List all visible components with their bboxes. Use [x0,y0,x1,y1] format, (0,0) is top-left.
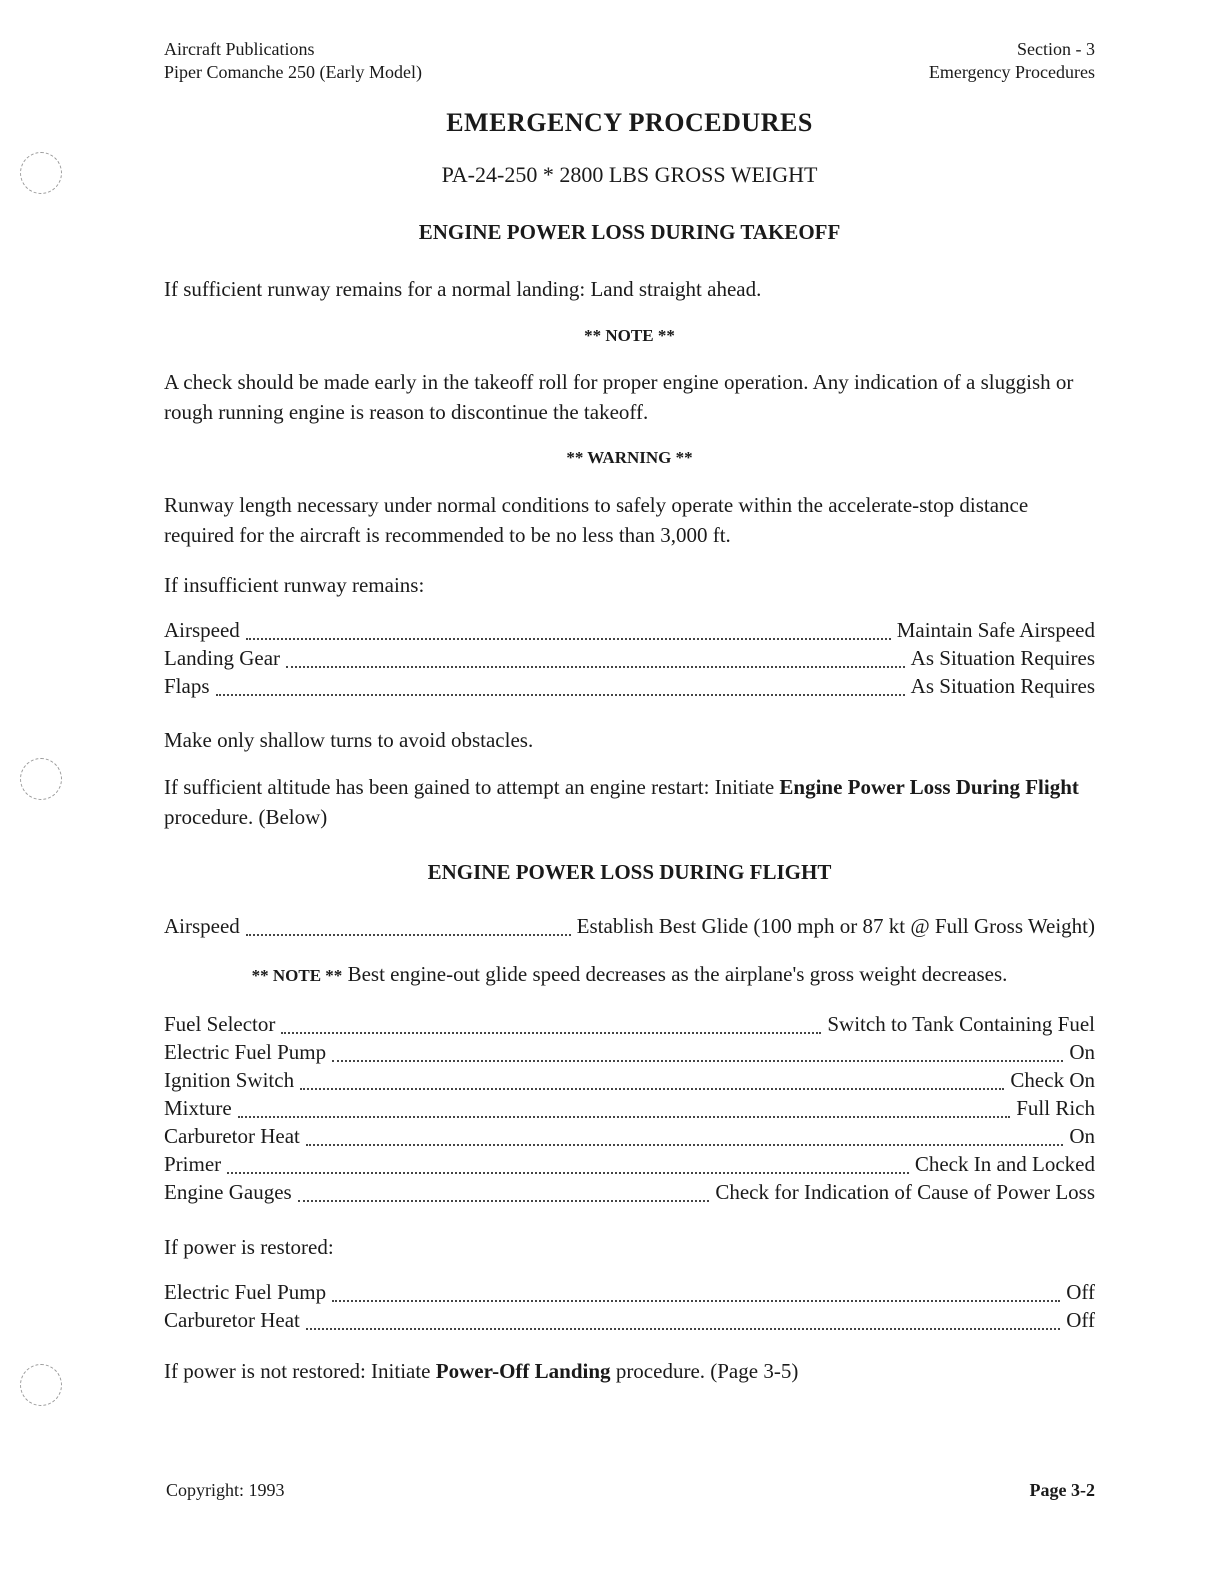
checklist-row [164,1040,1095,1068]
insufficient-runway-text: If insufficient runway remains: [164,573,425,597]
checklist-action: Switch to Tank Containing Fuel [827,1012,1095,1036]
takeoff-warning-label: ** WARNING ** [566,448,693,467]
section-name: Emergency Procedures [928,62,1095,82]
leader-dots [238,1115,1011,1118]
shallow-turns-text: Make only shallow turns to avoid obstacles. [164,728,534,752]
checklist-row [164,618,1095,646]
checklist-item: Mixture [164,1096,232,1120]
checklist-row [164,1012,1095,1040]
page-number: Page 3-2 [1029,1480,1095,1500]
checklist-row [164,1308,1095,1336]
leader-dots [332,1299,1060,1302]
copyright: Copyright: 1993 [166,1480,285,1500]
checklist-row [164,646,1095,674]
checklist-item: Carburetor Heat [164,1124,300,1148]
checklist-action: Check for Indication of Cause of Power Loss [715,1180,1095,1204]
flight-checklist [164,1012,1095,1208]
takeoff-checklist [164,618,1095,702]
checklist-item: Electric Fuel Pump [164,1280,327,1304]
publisher-name: Aircraft Publications [164,39,315,59]
takeoff-note-text: A check should be made early in the takeoff roll for proper engine operation. Any indication of a sluggish or rough running engine is reason to discontinue the takeoff. [164,370,1074,424]
checklist-row [164,1152,1095,1180]
takeoff-warning-text: Runway length necessary under normal conditions to safely operate within the accelerate-stop distance required for the aircraft is recommended to be no less than 3,000 ft. [164,493,1029,547]
checklist-action: On [1069,1040,1095,1064]
restart-text-pre: If sufficient altitude has been gained to attempt an engine restart: Initiate [164,775,780,799]
leader-dots [306,1143,1063,1146]
aircraft-model: Piper Comanche 250 (Early Model) [164,62,422,82]
section-number: Section - 3 [1017,39,1095,59]
leader-dots [332,1059,1063,1062]
power-off-landing-ref: Power-Off Landing [435,1359,611,1383]
checklist-row [164,674,1095,702]
restart-instruction [164,772,1095,832]
checklist-item: Electric Fuel Pump [164,1040,327,1064]
checklist-action: Full Rich [1016,1096,1095,1120]
leader-dots [306,1327,1060,1330]
leader-dots [227,1171,909,1174]
not-restored-text-post: procedure. (Page 3-5) [610,1359,799,1383]
checklist-item: Ignition Switch [164,1068,295,1092]
leader-dots [216,693,905,696]
checklist-row [164,1280,1095,1308]
checklist-row [164,914,1095,942]
flight-note [164,962,1095,987]
checklist-item: Engine Gauges [164,1180,292,1204]
punch-hole [20,1364,62,1406]
checklist-row [164,1180,1095,1208]
leader-dots [298,1199,710,1202]
checklist-action: Check In and Locked [914,1152,1095,1176]
power-not-restored-instruction [164,1356,1095,1386]
leader-dots [246,637,891,640]
restart-procedure-ref: Engine Power Loss During Flight [779,775,1079,799]
checklist-item: Fuel Selector [164,1012,276,1036]
leader-dots [281,1031,821,1034]
checklist-row [164,1124,1095,1152]
checklist-row [164,1068,1095,1096]
leader-dots [300,1087,1004,1090]
checklist-item: Flaps [164,674,210,698]
checklist-item: Carburetor Heat [164,1308,300,1332]
not-restored-text-pre: If power is not restored: Initiate [164,1359,436,1383]
takeoff-para-1: If sufficient runway remains for a normal landing: Land straight ahead. [164,277,762,301]
flight-note-label: ** NOTE ** [251,966,343,985]
header-left [164,38,422,84]
checklist-item: Airspeed [164,618,240,642]
checklist-action: On [1069,1124,1095,1148]
flight-airspeed-checklist [164,914,1095,942]
punch-hole [20,758,62,800]
page-subtitle: PA-24-250 * 2800 LBS GROSS WEIGHT [441,162,818,187]
checklist-item: Primer [164,1152,222,1176]
checklist-action: As Situation Requires [910,674,1095,698]
header-right [929,38,1095,84]
checklist-item: Airspeed [164,914,240,938]
flight-note-text: Best engine-out glide speed decreases as the airplane's gross weight decreases. [342,962,1008,986]
checklist-action: Off [1066,1280,1095,1304]
checklist-action: Off [1066,1308,1095,1332]
checklist-action: As Situation Requires [910,646,1095,670]
checklist-item: Landing Gear [164,646,281,670]
flight-heading: ENGINE POWER LOSS DURING FLIGHT [427,860,832,884]
leader-dots [246,933,571,936]
power-restored-text: If power is restored: [164,1235,334,1259]
punch-hole [20,152,62,194]
checklist-row [164,1096,1095,1124]
checklist-action: Check On [1010,1068,1095,1092]
checklist-action: Establish Best Glide (100 mph or 87 kt @ Full Gross Weight) [576,914,1095,938]
leader-dots [286,665,905,668]
restart-text-post: procedure. (Below) [164,805,328,829]
page-title: EMERGENCY PROCEDURES [446,108,813,137]
restored-checklist [164,1280,1095,1336]
takeoff-note-label: ** NOTE ** [584,326,675,345]
checklist-action: Maintain Safe Airspeed [896,618,1095,642]
takeoff-heading: ENGINE POWER LOSS DURING TAKEOFF [418,220,841,244]
